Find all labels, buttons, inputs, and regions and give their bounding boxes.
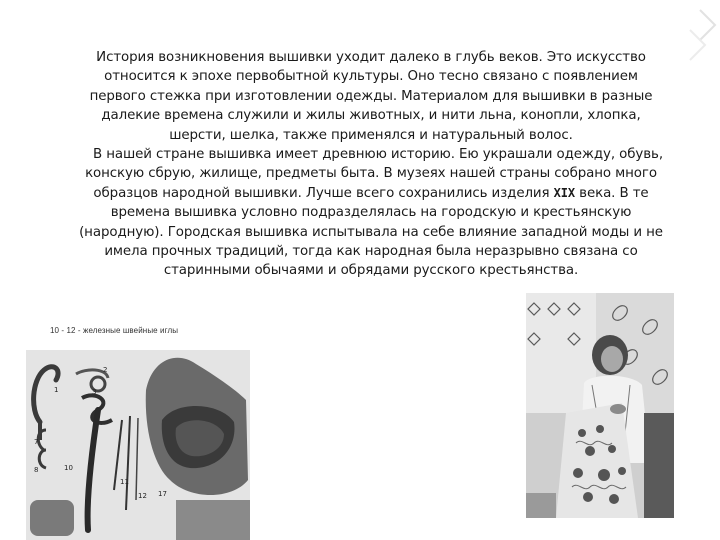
artifact-label: 7 bbox=[34, 438, 39, 446]
paragraph-russia bbox=[78, 145, 664, 281]
history-text bbox=[78, 48, 664, 281]
paragraph-russia-part-c: . Городская вышивка испытывала на себе влияние западной моды и не имела прочных традиций, тогда как народная была неразрывно связана со старинными обычаями и обрядами русского крестьянства. bbox=[104, 224, 663, 279]
corner-chevron-decoration bbox=[660, 0, 720, 100]
artifact-label: 12 bbox=[138, 492, 147, 500]
artifact-label: 2 bbox=[103, 366, 108, 374]
embroiderer-woman-photo bbox=[526, 293, 674, 518]
century-label: XIX bbox=[553, 185, 575, 200]
archaeological-artifacts-photo bbox=[26, 350, 250, 540]
artifact-label: 1 bbox=[54, 386, 59, 394]
artifact-label: 17 bbox=[158, 490, 167, 498]
artifact-label: 11 bbox=[120, 478, 129, 486]
artifacts-caption: 10 - 12 - железные швейные иглы bbox=[50, 326, 179, 335]
artifacts-illustration bbox=[26, 350, 250, 540]
artifact-label: 10 bbox=[64, 464, 73, 472]
artifact-label: 8 bbox=[34, 466, 39, 474]
artifact-label: 3 bbox=[92, 388, 97, 396]
paragraph-russia-part-b: века. В те времена вышивка условно подразделялась на городскую и крестьянскую bbox=[110, 185, 649, 221]
paragraph-russia-part-a: В нашей стране вышивка имеет древнюю историю. Ею украшали одежду, обувь, конскую сбрую, жилище, предметы быта. В музеях нашей страны собрано много образцов народной вышивки. Лучше всего сохранились изделия bbox=[85, 147, 663, 201]
embroidery-illustration bbox=[526, 293, 674, 518]
paragraph-origin: История возникновения вышивки уходит далеко в глубь веков. Это искусство относится к эпохе первобытной культуры. Оно тесно связано с появлением первого стежка при изготовлении одежды. Материалом для вышивки в разные далекие времена служили и жилы животных, и нити льна, конопли, хлопка, шерсти, шелка, также применялся и натуральный волос. bbox=[89, 50, 653, 143]
folk-label: (народную) bbox=[79, 224, 160, 240]
